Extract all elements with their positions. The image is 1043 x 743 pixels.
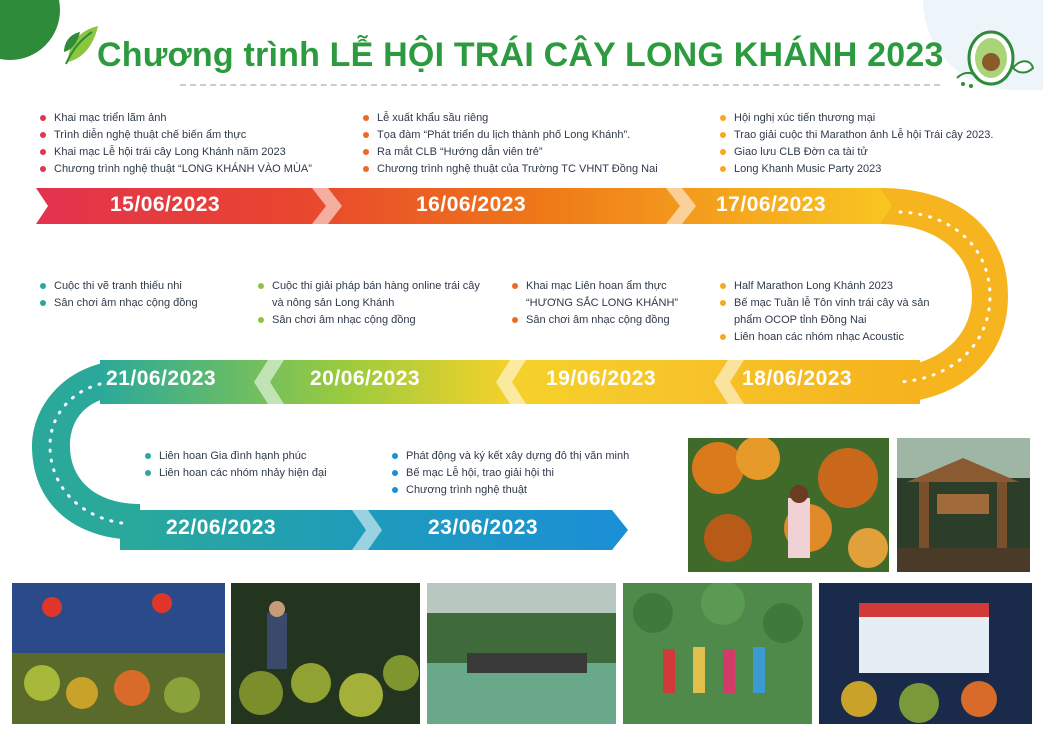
date-label-23-06: 23/06/2023 [428,516,539,539]
date-label-15-06: 15/06/2023 [110,193,221,216]
events-20-06 [256,278,486,329]
event-item: Sân chơi âm nhạc cộng đồng [38,295,198,312]
event-item: Liên hoan các nhóm nhạc Acoustic [718,329,938,346]
date-label-22-06: 22/06/2023 [166,516,277,539]
event-item: Liên hoan Gia đình hạnh phúc [143,448,327,465]
page-title: Chương trình LỄ HỘI TRÁI CÂY LONG KHÁNH 2023 [97,36,944,74]
date-label-21-06: 21/06/2023 [106,367,217,390]
event-item: Bế mạc Tuần lễ Tôn vinh trái cây và sản phẩm OCOP tỉnh Đồng Nai [718,295,938,329]
event-item: Cuộc thi vẽ tranh thiếu nhi [38,278,198,295]
event-item: Cuộc thi giải pháp bán hàng online trái cây và nông sản Long Khánh [256,278,486,312]
event-item: Phát động và ký kết xây dựng đô thị văn minh [390,448,629,465]
date-label-20-06: 20/06/2023 [310,367,421,390]
photo-fruit-booth [819,583,1032,724]
event-item: Tọa đàm “Phát triển du lịch thành phố Long Khánh”. [361,127,658,144]
events-22-06 [143,448,327,482]
event-item: Khai mạc Liên hoan ẩm thực “HƯƠNG SẮC LONG KHÁNH” [510,278,700,312]
photo-fruit-stall [12,583,225,724]
photo-fruit-garden [688,438,889,572]
event-item: Sân chơi âm nhạc cộng đồng [510,312,700,329]
date-label-17-06: 17/06/2023 [716,193,827,216]
event-item: Bế mạc Lễ hội, trao giải hội thi [390,465,629,482]
event-item: Khai mạc Lễ hội trái cây Long Khánh năm 2023 [38,144,312,161]
date-label-19-06: 19/06/2023 [546,367,657,390]
event-item: Trao giải cuộc thi Marathon ảnh Lễ hội Trái cây 2023. [718,127,993,144]
date-label-18-06: 18/06/2023 [742,367,853,390]
event-item: Giao lưu CLB Đờn ca tài tử [718,144,993,161]
events-19-06 [510,278,700,329]
photo-wooden-gate [897,438,1030,572]
events-23-06 [390,448,629,499]
event-item: Long Khanh Music Party 2023 [718,161,993,178]
events-21-06 [38,278,198,312]
event-item: Ra mắt CLB “Hướng dẫn viên trẻ” [361,144,658,161]
photo-river-performance [427,583,616,724]
event-item: Hội nghị xúc tiến thương mại [718,110,993,127]
photo-lotus-pond [623,583,812,724]
event-item: Sân chơi âm nhạc cộng đồng [256,312,486,329]
event-item: Chương trình nghệ thuật của Trường TC VHNT Đồng Nai [361,161,658,178]
event-item: Chương trình nghệ thuật “LONG KHÁNH VÀO MÙA” [38,161,312,178]
event-item: Half Marathon Long Khánh 2023 [718,278,938,295]
event-item: Lễ xuất khẩu sầu riêng [361,110,658,127]
photo-durian-harvest [231,583,420,724]
events-18-06 [718,278,938,346]
event-item: Khai mạc triển lãm ảnh [38,110,312,127]
event-item: Liên hoan các nhóm nhảy hiện đại [143,465,327,482]
date-label-16-06: 16/06/2023 [416,193,527,216]
event-item: Trình diễn nghệ thuật chế biến ẩm thực [38,127,312,144]
event-item: Chương trình nghệ thuật [390,482,629,499]
